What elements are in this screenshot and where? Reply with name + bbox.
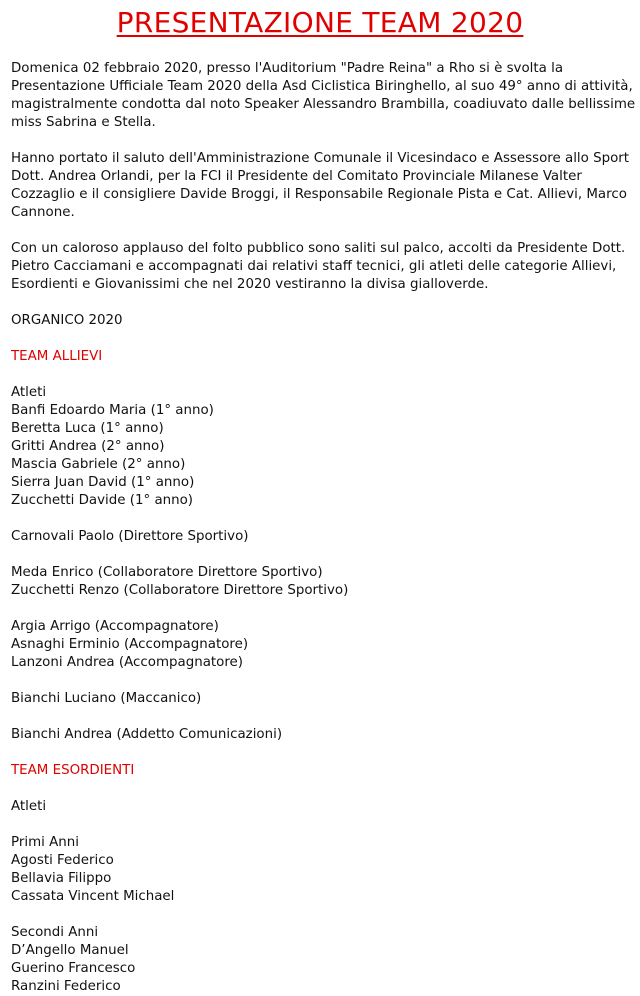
allievi-athlete: Zucchetti Davide (1° anno): [11, 493, 194, 508]
accompagnatore: Lanzoni Andrea (Accompagnatore): [11, 655, 244, 670]
addetto-comunicazioni: Bianchi Andrea (Addetto Comunicazioni): [11, 727, 283, 742]
secondi-anni-label: Secondi Anni: [11, 925, 99, 940]
team-allievi-heading: TEAM ALLIEVI: [11, 349, 103, 364]
esordienti-athlete: Guerino Francesco: [11, 961, 136, 976]
accompagnatore: Argia Arrigo (Accompagnatore): [11, 619, 219, 634]
allievi-athlete: Banfi Edoardo Maria (1° anno): [11, 403, 214, 418]
allievi-atleti-label: Atleti: [11, 385, 47, 400]
esordienti-athlete: Bellavia Filippo: [11, 871, 112, 886]
collaboratore: Zucchetti Renzo (Collaboratore Direttore Sportivo): [11, 583, 349, 598]
allievi-athlete: Beretta Luca (1° anno): [11, 421, 164, 436]
page-title: PRESENTAZIONE TEAM 2020: [116, 6, 524, 39]
meccanico: Bianchi Luciano (Maccanico): [11, 691, 202, 706]
esordienti-athlete: Ranzini Federico: [11, 979, 121, 994]
primi-anni-label: Primi Anni: [11, 835, 79, 850]
esordienti-athlete: Cassata Vincent Michael: [11, 889, 175, 904]
allievi-athlete: Gritti Andrea (2° anno): [11, 439, 165, 454]
greetings-paragraph: Hanno portato il saluto dell'Amministrazione Comunale il Vicesindaco e Assessore allo Sport Dott. Andrea Orlandi, per la FCI il Presidente del Comitato Provinciale Milanese Valter Cozzaglio e il consigliere Davide Broggi, il Responsabile Regionale Pista e Cat. Allievi, Marco Cannone.: [11, 151, 630, 220]
accompagnatore: Asnaghi Erminio (Accompagnatore): [11, 637, 249, 652]
allievi-athlete: Sierra Juan David (1° anno): [11, 475, 195, 490]
direttore-sportivo: Carnovali Paolo (Direttore Sportivo): [11, 529, 249, 544]
esordienti-atleti-label: Atleti: [11, 799, 47, 814]
ceremony-paragraph: Con un caloroso applauso del folto pubblico sono saliti sul palco, accolti da Presidente Dott. Pietro Cacciamani e accompagnati dai relativi staff tecnici, gli atleti delle categorie Allievi, Esordienti e Giovanissimi che nel 2020 vestiranno la divisa gialloverde.: [11, 241, 626, 292]
esordienti-athlete: D’Angello Manuel: [11, 943, 129, 958]
collaboratore: Meda Enrico (Collaboratore Direttore Sportivo): [11, 565, 323, 580]
intro-paragraph: Domenica 02 febbraio 2020, presso l'Auditorium "Padre Reina" a Rho si è svolta la Presentazione Ufficiale Team 2020 della Asd Ciclistica Biringhello, al suo 49° anno di attività, magistralmente condotta dal noto Speaker Alessandro Brambilla, coadiuvato dalle bellissime miss Sabrina e Stella.: [11, 61, 636, 130]
team-esordienti-heading: TEAM ESORDIENTI: [11, 763, 135, 778]
esordienti-athlete: Agosti Federico: [11, 853, 114, 868]
article-body: [11, 60, 636, 996]
organico-heading: ORGANICO 2020: [11, 313, 123, 328]
allievi-athlete: Mascia Gabriele (2° anno): [11, 457, 186, 472]
